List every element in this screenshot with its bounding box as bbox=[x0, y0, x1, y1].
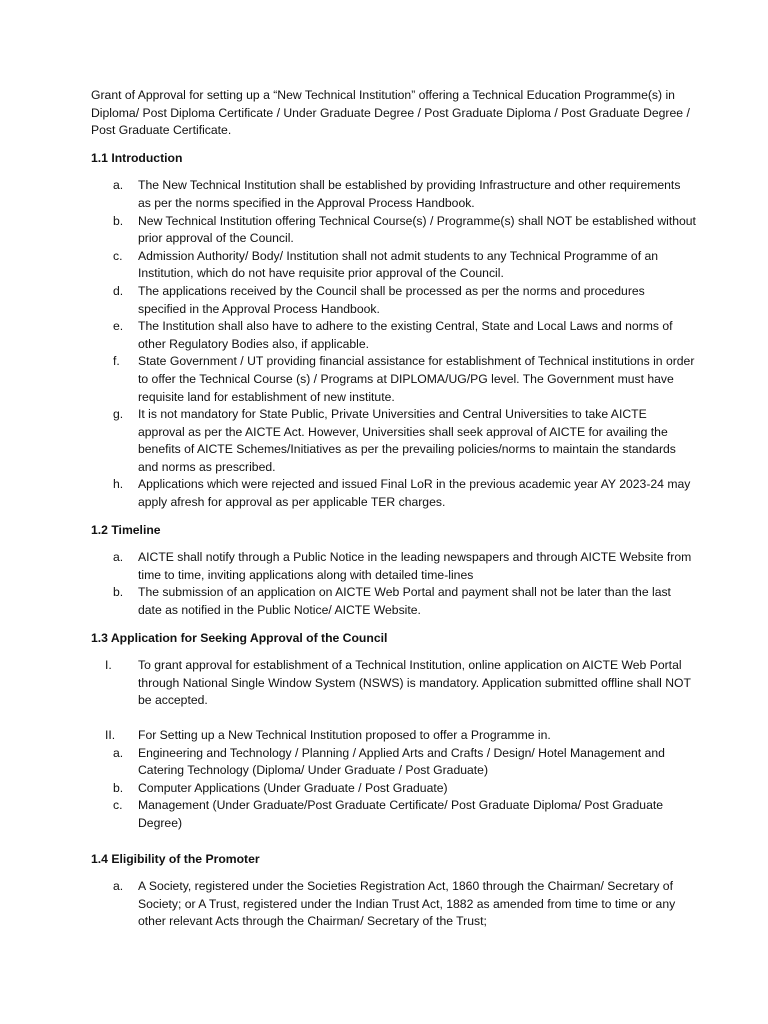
section-heading-timeline: 1.2 Timeline bbox=[91, 522, 161, 537]
list-marker: I. bbox=[105, 658, 112, 673]
list-marker: a. bbox=[113, 879, 124, 894]
list-item-text: Computer Applications (Under Graduate / Post Graduate) bbox=[138, 780, 448, 795]
list-item-text: AICTE shall notify through a Public Notice in the leading newspapers and through AICTE Website from time to time, inviting applications along with detailed time-lines bbox=[138, 550, 692, 582]
list-marker: a. bbox=[113, 745, 124, 760]
section-heading-introduction: 1.1 Introduction bbox=[91, 150, 183, 165]
list-item bbox=[91, 248, 696, 283]
list-item-text: New Technical Institution offering Technical Course(s) / Programme(s) shall NOT be established without prior approval of the Council. bbox=[138, 213, 696, 246]
list-item-text: Engineering and Technology / Planning / Applied Arts and Crafts / Design/ Hotel Management and Catering Technology (Diploma/ Under Graduate / Post Graduate) bbox=[138, 745, 665, 778]
list-marker: a. bbox=[113, 550, 124, 565]
list-item bbox=[91, 745, 696, 780]
list-item-text: The applications received by the Council shall be processed as per the norms and procedures specified in the Approval Process Handbook. bbox=[138, 283, 645, 316]
list-item-text: The New Technical Institution shall be established by providing Infrastructure and other requirements as per the norms specified in the Approval Process Handbook. bbox=[138, 178, 681, 210]
list-marker: II. bbox=[105, 728, 116, 742]
list-item bbox=[91, 177, 696, 212]
application-list-ii bbox=[91, 727, 696, 745]
list-item bbox=[91, 476, 696, 511]
list-marker: d. bbox=[113, 283, 124, 298]
list-marker: e. bbox=[113, 319, 124, 334]
list-item-text: The Institution shall also have to adhere to the existing Central, State and Local Laws and norms of other Regulatory Bodies also, if applicable. bbox=[138, 319, 673, 351]
list-item-text: To grant approval for establishment of a Technical Institution, online application on AICTE Web Portal through National Single Window System (NSWS) is mandatory. Application submitted offline shall NOT be accepted. bbox=[138, 658, 691, 708]
section-heading-application: 1.3 Application for Seeking Approval of the Council bbox=[91, 630, 388, 645]
list-item-text: A Society, registered under the Societies Registration Act, 1860 through the Chairman/ Secretary of Society; or A Trust, registered under the Indian Trust Act, 1882 as amended from time to time or any other relevant Acts through the Chairman/ Secretary of the Trust; bbox=[138, 879, 676, 929]
list-marker: c. bbox=[113, 248, 123, 263]
list-item bbox=[91, 353, 696, 406]
list-item-text: The submission of an application on AICTE Web Portal and payment shall not be later than the last date as notified in the Public Notice/ AICTE Website. bbox=[138, 585, 671, 618]
list-marker: b. bbox=[113, 213, 124, 228]
eligibility-list bbox=[91, 878, 696, 931]
spacer bbox=[91, 710, 696, 727]
list-item-text: Applications which were rejected and issued Final LoR in the previous academic year AY 2023-24 may apply afresh for approval as per applicable TER charges. bbox=[138, 477, 691, 510]
list-item-text: It is not mandatory for State Public, Private Universities and Central Universities to take AICTE approval as per the AICTE Act. However, Universities shall seek approval of AICTE for availing the benefits of AICTE Schemes/Initiatives as per the prevailing policies/norms to maintain the standards and norms as prescribed. bbox=[138, 407, 676, 474]
list-item bbox=[91, 878, 696, 931]
list-item bbox=[91, 213, 696, 248]
programme-sub-list bbox=[91, 745, 696, 833]
list-item bbox=[91, 584, 696, 619]
list-marker: b. bbox=[113, 585, 124, 600]
list-marker: c. bbox=[113, 798, 123, 813]
list-item-text: Admission Authority/ Body/ Institution shall not admit students to any Technical Programme of an Institution, which do not have requisite prior approval of the Council. bbox=[138, 248, 659, 281]
list-marker: b. bbox=[113, 780, 124, 795]
section-heading-eligibility: 1.4 Eligibility of the Promoter bbox=[91, 851, 260, 866]
list-item-text: Management (Under Graduate/Post Graduate Certificate/ Post Graduate Diploma/ Post Graduate Degree) bbox=[138, 798, 664, 830]
list-item bbox=[91, 283, 696, 318]
list-item bbox=[91, 406, 696, 476]
application-list-i bbox=[91, 657, 696, 710]
list-item bbox=[91, 727, 696, 745]
list-marker: g. bbox=[113, 407, 124, 422]
list-item-text: State Government / UT providing financial assistance for establishment of Technical institutions in order to offer the Technical Course (s) / Programs at DIPLOMA/UG/PG level. The Government must have requisite land for establishment of new institute. bbox=[138, 354, 695, 404]
list-item bbox=[91, 780, 696, 798]
list-item bbox=[91, 549, 696, 584]
intro-paragraph: Grant of Approval for setting up a “New Technical Institution” offering a Technical Education Programme(s) in Diploma/ Post Diploma Certificate / Under Graduate Degree / Post Graduate Diploma / Post Graduate Degree / Post Graduate Certificate. bbox=[91, 88, 690, 138]
list-marker: f. bbox=[113, 354, 120, 369]
list-item bbox=[91, 797, 696, 832]
introduction-list bbox=[91, 177, 696, 511]
list-item bbox=[91, 318, 696, 353]
list-marker: a. bbox=[113, 178, 124, 193]
list-item-text: For Setting up a New Technical Institution proposed to offer a Programme in. bbox=[138, 728, 551, 742]
list-marker: h. bbox=[113, 477, 124, 492]
list-item bbox=[91, 657, 696, 710]
timeline-list bbox=[91, 549, 696, 619]
